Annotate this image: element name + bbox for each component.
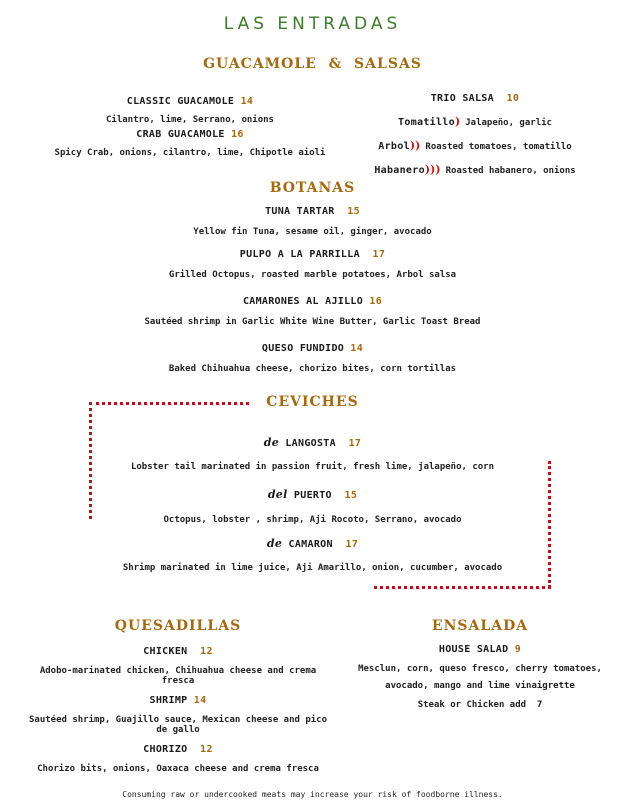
item-name: QUESO FUNDIDO <box>261 343 345 354</box>
arbol-desc: Roasted tomatoes, tomatillo <box>425 142 572 152</box>
item-price: 15 <box>347 206 360 217</box>
quesadillas-heading: QUESADILLAS <box>114 618 242 634</box>
item-name: TUNA TARTAR <box>265 206 335 217</box>
quesadillas-column <box>28 646 328 774</box>
menu-item <box>0 436 625 449</box>
salsa-right-column <box>345 93 605 177</box>
guac-left-column <box>30 96 350 158</box>
habanero-row <box>345 158 605 177</box>
item-price: 9 <box>514 644 522 655</box>
item-desc: Octopus, lobster , shrimp, Aji Rocoto, Serrano, avocado <box>163 515 462 525</box>
house-salad-desc-line-1: Mesclun, corn, queso fresco, cherry tomatoes, <box>358 664 602 674</box>
chili-pepper-icon: ))) <box>424 163 441 176</box>
habanero-desc: Roasted habanero, onions <box>445 166 576 176</box>
menu-item <box>0 488 625 501</box>
item-desc: Baked Chihuahua cheese, chorizo bites, corn tortillas <box>168 364 457 374</box>
item-name: SHRIMP <box>149 695 188 706</box>
crab-guacamole-name: CRAB GUACAMOLE <box>136 129 225 140</box>
guacamole-salsas-heading: GUACAMOLE & SALSAS <box>203 56 422 72</box>
classic-guacamole-price: 14 <box>240 96 254 107</box>
crab-guacamole-desc: Spicy Crab, onions, cilantro, lime, Chipotle aioli <box>54 148 326 158</box>
item-price: 17 <box>348 438 362 449</box>
arbol-row <box>345 134 605 153</box>
crab-guacamole-price: 16 <box>231 129 244 140</box>
house-salad-desc-line-2: avocado, mango and lime vinaigrette <box>385 681 575 691</box>
item-desc: Yellow fin Tuna, sesame oil, ginger, avocado <box>193 227 432 237</box>
ensalada-column <box>355 644 605 710</box>
foodborne-illness-disclaimer: Consuming raw or undercooked meats may increase your risk of foodborne illness. <box>122 790 503 799</box>
menu-item <box>28 695 328 706</box>
menu-item <box>28 744 328 755</box>
item-price: 12 <box>200 646 213 657</box>
item-price: 14 <box>350 343 364 354</box>
item-prefix: de <box>266 537 283 550</box>
menu-item <box>0 343 625 354</box>
trio-salsa-price: 10 <box>506 93 520 104</box>
item-price: 15 <box>344 490 358 501</box>
item-price: 12 <box>200 744 213 755</box>
menu-item <box>0 296 625 307</box>
ceviche-frame-left-line <box>89 402 92 519</box>
trio-salsa-name: TRIO SALSA <box>430 93 494 104</box>
crab-guacamole-item <box>30 129 350 140</box>
menu-item <box>0 206 625 217</box>
item-price: 16 <box>369 296 383 307</box>
item-name: PULPO A LA PARRILLA <box>239 249 360 260</box>
ensalada-heading: ENSALADA <box>431 618 529 634</box>
item-name: CAMARON <box>288 539 333 550</box>
item-prefix: del <box>267 488 288 501</box>
item-desc: Adobo-marinated chicken, Chihuahua cheese and crema fresca <box>39 666 317 686</box>
item-name: HOUSE SALAD <box>438 644 509 655</box>
classic-guacamole-name: CLASSIC GUACAMOLE <box>126 96 235 107</box>
item-price: 14 <box>193 695 207 706</box>
page-title: LAS ENTRADAS <box>223 14 402 34</box>
chili-pepper-icon: ) <box>454 115 461 128</box>
item-price: 17 <box>372 249 386 260</box>
tomatillo-name: Tomatillo <box>398 117 455 128</box>
botanas-heading: BOTANAS <box>269 180 356 196</box>
menu-item <box>0 249 625 260</box>
tomatillo-desc: Jalapeño, garlic <box>465 118 552 128</box>
menu-item <box>0 537 625 550</box>
menu-item <box>28 646 328 657</box>
tomatillo-row <box>345 110 605 129</box>
item-name: CHORIZO <box>143 744 188 755</box>
item-desc: Grilled Octopus, roasted marble potatoes, Arbol salsa <box>168 270 457 280</box>
ceviches-heading: CEVICHES <box>266 394 359 410</box>
item-desc: Lobster tail marinated in passion fruit, fresh lime, jalapeño, corn <box>130 462 495 472</box>
trio-salsa-item <box>345 93 605 104</box>
item-prefix: de <box>263 436 280 449</box>
item-name: CAMARONES AL AJILLO <box>242 296 364 307</box>
chili-pepper-icon: )) <box>409 139 421 152</box>
item-desc: Chorizo bits, onions, Oaxaca cheese and crema fresca <box>37 764 319 774</box>
item-name: CHICKEN <box>143 646 188 657</box>
item-name: PUERTO <box>293 490 332 501</box>
item-name: LANGOSTA <box>285 438 336 449</box>
item-desc: Sautéed shrimp in Garlic White Wine Butter, Garlic Toast Bread <box>144 317 481 327</box>
house-salad-item <box>355 644 605 655</box>
house-salad-addon: Steak or Chicken add 7 <box>417 700 543 710</box>
classic-guacamole-desc: Cilantro, lime, Serrano, onions <box>106 115 274 125</box>
classic-guacamole-item <box>30 96 350 107</box>
item-desc: Sautéed shrimp, Guajillo sauce, Mexican cheese and pico de gallo <box>28 715 327 735</box>
arbol-name: Arbol <box>378 141 410 152</box>
ceviche-frame-bottom-line <box>374 586 551 589</box>
item-price: 17 <box>345 539 359 550</box>
habanero-name: Habanero <box>374 165 425 176</box>
item-desc: Shrimp marinated in lime juice, Aji Amarillo, onion, cucumber, avocado <box>122 563 503 573</box>
